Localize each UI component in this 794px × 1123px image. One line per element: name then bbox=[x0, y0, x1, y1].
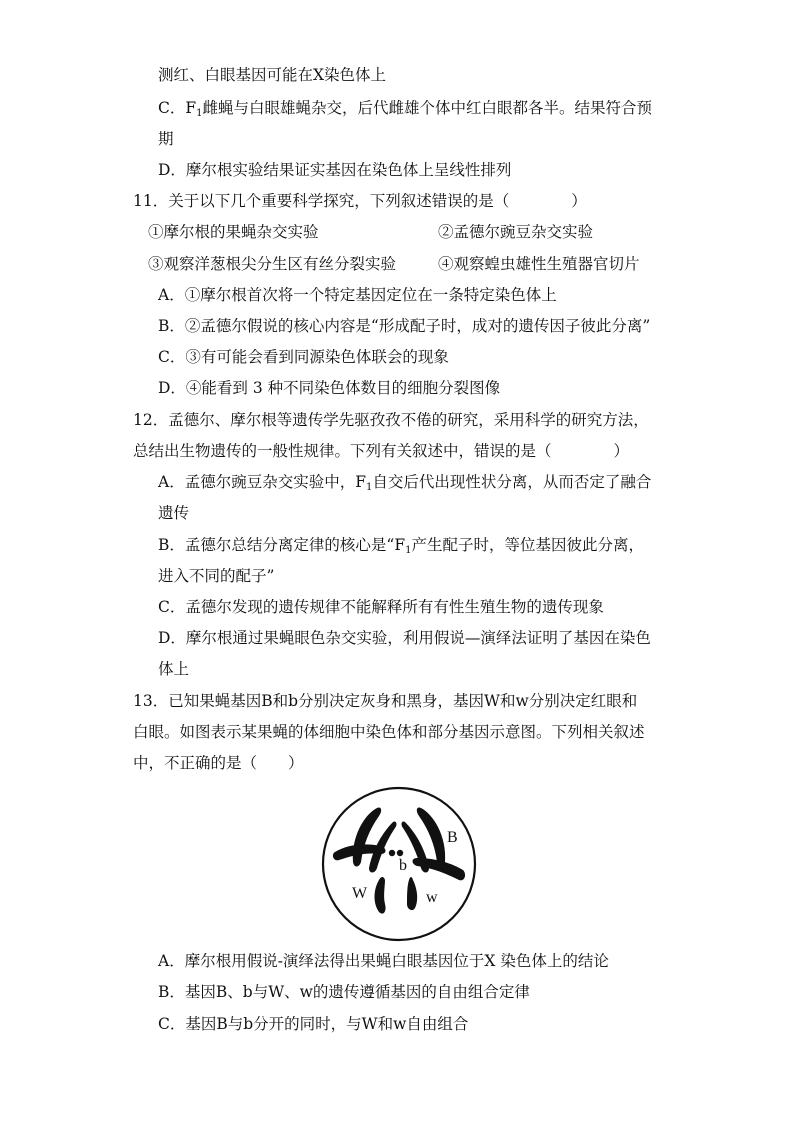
gene-label-w: w bbox=[426, 889, 438, 906]
text-span: B．孟德尔总结分离定律的核心是“F bbox=[158, 536, 406, 554]
item-3: ③观察洋葱根尖分生区有丝分裂实验 bbox=[148, 255, 397, 273]
text-span: 自交后代出现性状分离，从而否定了融合 bbox=[372, 473, 652, 491]
option-c: C．③有可能会看到同源染色体联会的现象 bbox=[158, 348, 449, 366]
text-span: C．F bbox=[158, 99, 197, 117]
text-line: 遗传 bbox=[158, 504, 190, 522]
question-11: 11．关于以下几个重要科学探究，下列叙述错误的是（ ） bbox=[133, 192, 587, 210]
subscript: 1 bbox=[196, 108, 203, 119]
text-line: 测红、白眼基因可能在X染色体上 bbox=[158, 66, 387, 84]
option-a: A．①摩尔根首次将一个特定基因定位在一条特定染色体上 bbox=[158, 286, 557, 304]
chromosome-diagram bbox=[321, 786, 477, 942]
text-span: 产生配子时，等位基因彼此分离， bbox=[411, 536, 644, 554]
text-line: 进入不同的配子” bbox=[158, 567, 275, 585]
option-a: A．摩尔根用假说-演绎法得出果蝇白眼基因位于X 染色体上的结论 bbox=[158, 952, 609, 970]
question-13: 13．已知果蝇基因B和b分别决定灰身和黑身，基因W和w分别决定红眼和 bbox=[133, 692, 638, 710]
text-span: A．孟德尔豌豆杂交实验中，F bbox=[158, 473, 366, 491]
gene-label-W: W bbox=[352, 885, 368, 902]
question-12: 12．孟德尔、摩尔根等遗传学先驱孜孜不倦的研究，采用科学的研究方法， bbox=[133, 411, 649, 429]
item-2: ②孟德尔豌豆杂交实验 bbox=[438, 223, 594, 241]
option-c bbox=[158, 97, 652, 125]
gene-label-B: B bbox=[447, 829, 458, 846]
option-d: D．④能看到 3 种不同染色体数目的细胞分裂图像 bbox=[158, 379, 501, 397]
option-b: B．②孟德尔假说的核心内容是“形成配子时，成对的遗传因子彼此分离” bbox=[158, 317, 651, 335]
question-13-cont: 白眼。如图表示某果蝇的体细胞中染色体和部分基因示意图。下列相关叙述 bbox=[133, 723, 645, 741]
option-d: D．摩尔根实验结果证实基因在染色体上呈线性排列 bbox=[158, 161, 512, 179]
item-1: ①摩尔根的果蝇杂交实验 bbox=[148, 223, 319, 241]
gene-label-b: b bbox=[399, 857, 407, 874]
option-b: B．基因B、b与W、w的遗传遵循基因的自由组合定律 bbox=[158, 983, 530, 1001]
item-4: ④观察蝗虫雄性生殖器官切片 bbox=[438, 255, 640, 273]
text-span: 雌蝇与白眼雄蝇杂交，后代雌雄个体中红白眼都各半。结果符合预 bbox=[202, 99, 653, 117]
subscript: 1 bbox=[365, 482, 373, 493]
option-c: C．基因B与b分开的同时，与W和w自由组合 bbox=[158, 1015, 469, 1033]
text-line: 体上 bbox=[158, 660, 190, 678]
question-13-cont: 中，不正确的是（ ） bbox=[133, 754, 304, 772]
option-b bbox=[158, 534, 644, 562]
text-line: 期 bbox=[158, 130, 174, 148]
dot-chromosome bbox=[397, 850, 403, 856]
option-a bbox=[158, 471, 651, 499]
option-d: D．摩尔根通过果蝇眼色杂交实验，利用假说—演绎法证明了基因在染色 bbox=[158, 629, 651, 647]
dot-chromosome bbox=[389, 850, 395, 856]
subscript: 1 bbox=[405, 545, 412, 556]
question-12-cont: 总结出生物遗传的一般性规律。下列有关叙述中，错误的是（ ） bbox=[133, 442, 630, 460]
option-c: C．孟德尔发现的遗传规律不能解释所有有性生殖生物的遗传现象 bbox=[158, 598, 604, 616]
